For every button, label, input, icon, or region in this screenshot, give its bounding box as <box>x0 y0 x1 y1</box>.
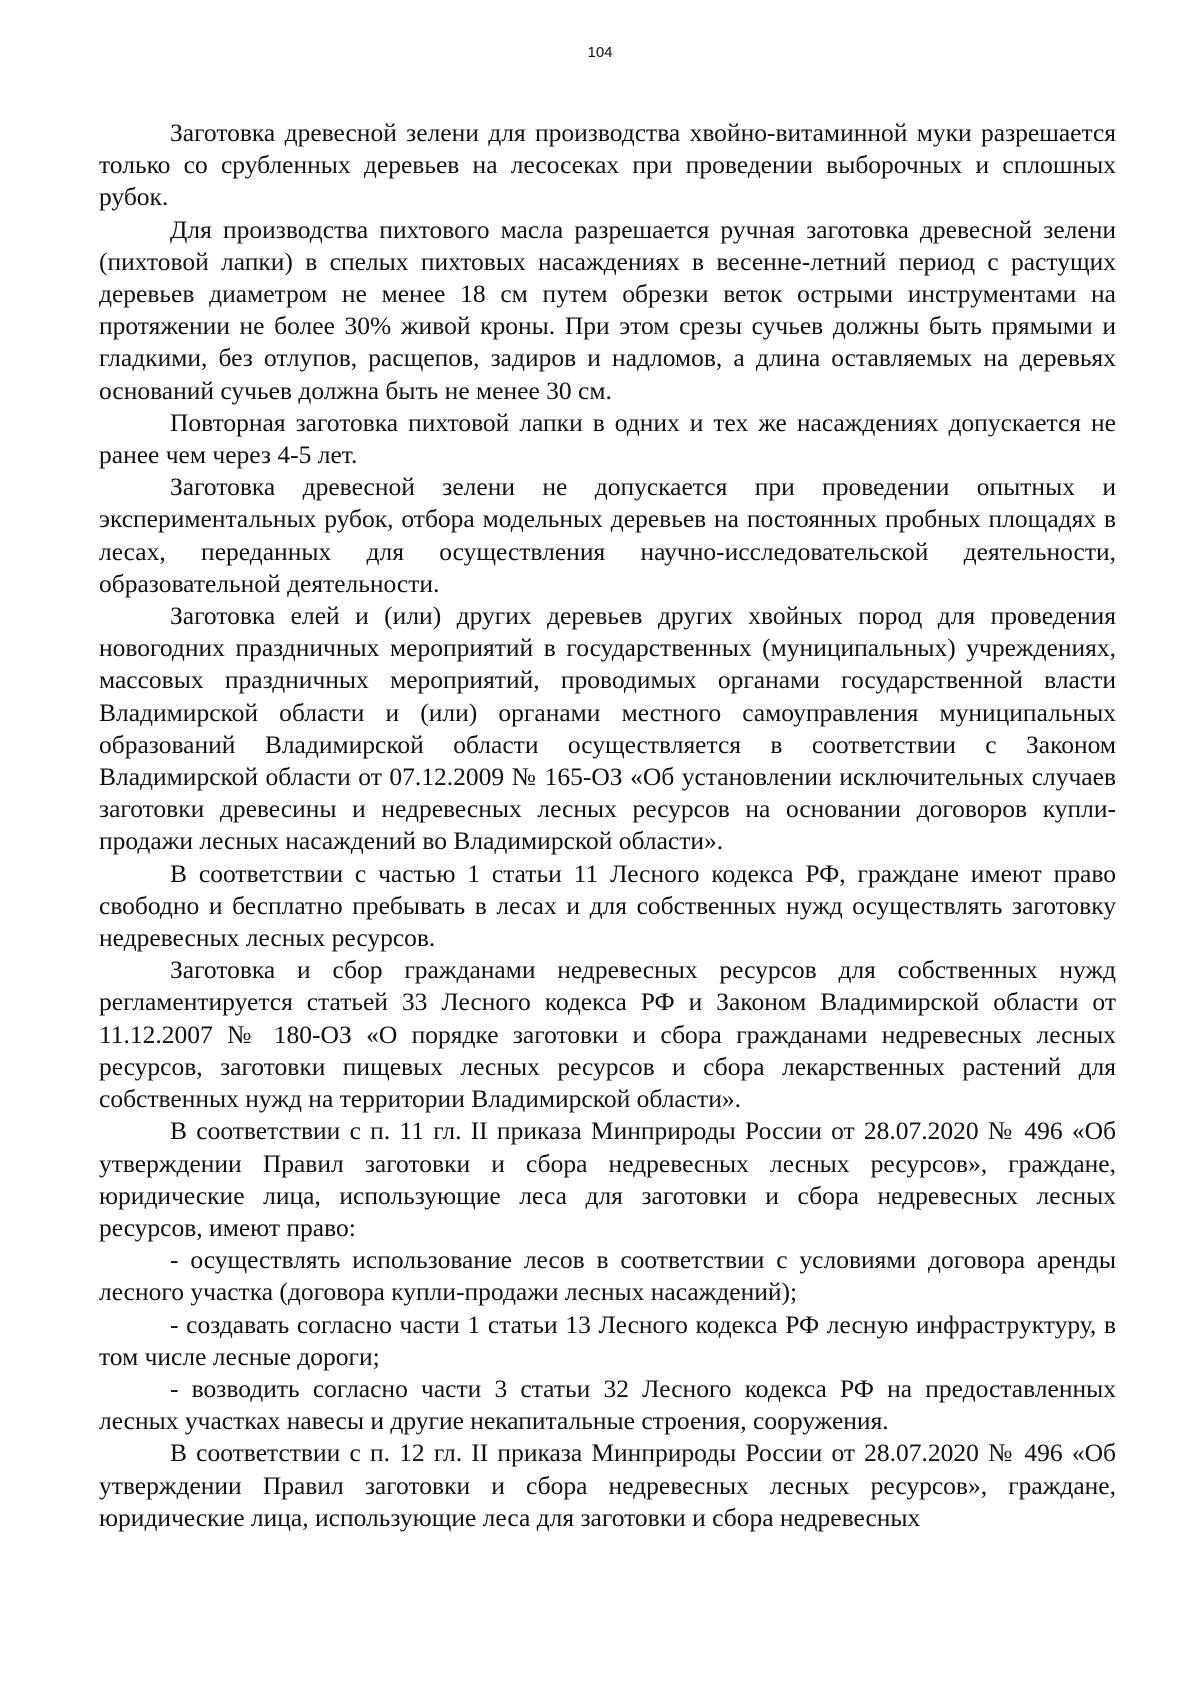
paragraph: Заготовка елей и (или) других деревьев других хвойных пород для проведения новогодних праздничных мероприятий в государственных (муниципальных) учреждениях, массовых праздничных мероприятий, проводимых органами государственной власти Владимирской области и (или) органами местного самоуправления муниципальных образований Владимирской области осуществляется в соответствии с Законом Владимирской области от 07.12.2009 № 165-ОЗ «Об установлении исключительных случаев заготовки древесины и недревесных лесных ресурсов на основании договоров купли-продажи лесных насаждений во Владимирской области». <box>99 601 1116 856</box>
paragraph: В соответствии с п. 12 гл. II приказа Минприроды России от 28.07.2020 № 496 «Об утверждении Правил заготовки и сбора недревесных лесных ресурсов», граждане, юридические лица, использующие леса для заготовки и сбора недревесных <box>99 1438 1116 1532</box>
page-number: 104 <box>587 44 613 61</box>
list-item: - возводить согласно части 3 статьи 32 Лесного кодекса РФ на предоставленных лесных участках навесы и другие некапитальные строения, сооружения. <box>99 1373 1116 1436</box>
paragraph: В соответствии с частью 1 статьи 11 Лесного кодекса РФ, граждане имеют право свободно и бесплатно пребывать в лесах и для собственных нужд осуществлять заготовку недревесных лесных ресурсов. <box>99 858 1116 953</box>
list-item: - создавать согласно части 1 статьи 13 Лесного кодекса РФ лесную инфраструктуру, в том числе лесные дороги; <box>99 1309 1116 1371</box>
paragraph: В соответствии с п. 11 гл. II приказа Минприроды России от 28.07.2020 № 496 «Об утверждении Правил заготовки и сбора недревесных лесных ресурсов», граждане, юридические лица, использующие леса для заготовки и сбора недревесных лесных ресурсов, имеют право: <box>99 1116 1116 1242</box>
paragraph: Заготовка древесной зелени для производства хвойно-витаминной муки разрешается только со срубленных деревьев на лесосеках при проведении выборочных и сплошных рубок. <box>99 118 1116 212</box>
body-text <box>99 117 1116 1534</box>
list-item: - осуществлять использование лесов в соответствии с условиями договора аренды лесного участка (договора купли-продажи лесных насаждений); <box>99 1245 1116 1307</box>
paragraph: Для производства пихтового масла разрешается ручная заготовка древесной зелени (пихтовой лапки) в спелых пихтовых насаждениях в весенне-летний период с растущих деревьев диаметром не менее 18 см путем обрезки веток острыми инструментами на протяжении не более 30% живой кроны. При этом срезы сучьев должны быть прямыми и гладкими, без отлупов, расщепов, задиров и надломов, а длина оставляемых на деревьях оснований сучьев должна быть не менее 30 см. <box>99 214 1116 405</box>
paragraph: Заготовка древесной зелени не допускается при проведении опытных и экспериментальных рубок, отбора модельных деревьев на постоянных пробных площадях в лесах, переданных для осуществления научно-исследовательской деятельности, образовательной деятельности. <box>99 472 1116 598</box>
paragraph: Заготовка и сбор гражданами недревесных ресурсов для собственных нужд регламентируется статьей 33 Лесного кодекса РФ и Законом Владимирской области от 11.12.2007 № 180-ОЗ «О порядке заготовки и сбора гражданами недревесных лесных ресурсов, заготовки пищевых лесных ресурсов и сбора лекарственных растений для собственных нужд на территории Владимирской области». <box>99 955 1116 1114</box>
paragraph: Повторная заготовка пихтовой лапки в одних и тех же насаждениях допускается не ранее чем через 4-5 лет. <box>99 407 1116 470</box>
